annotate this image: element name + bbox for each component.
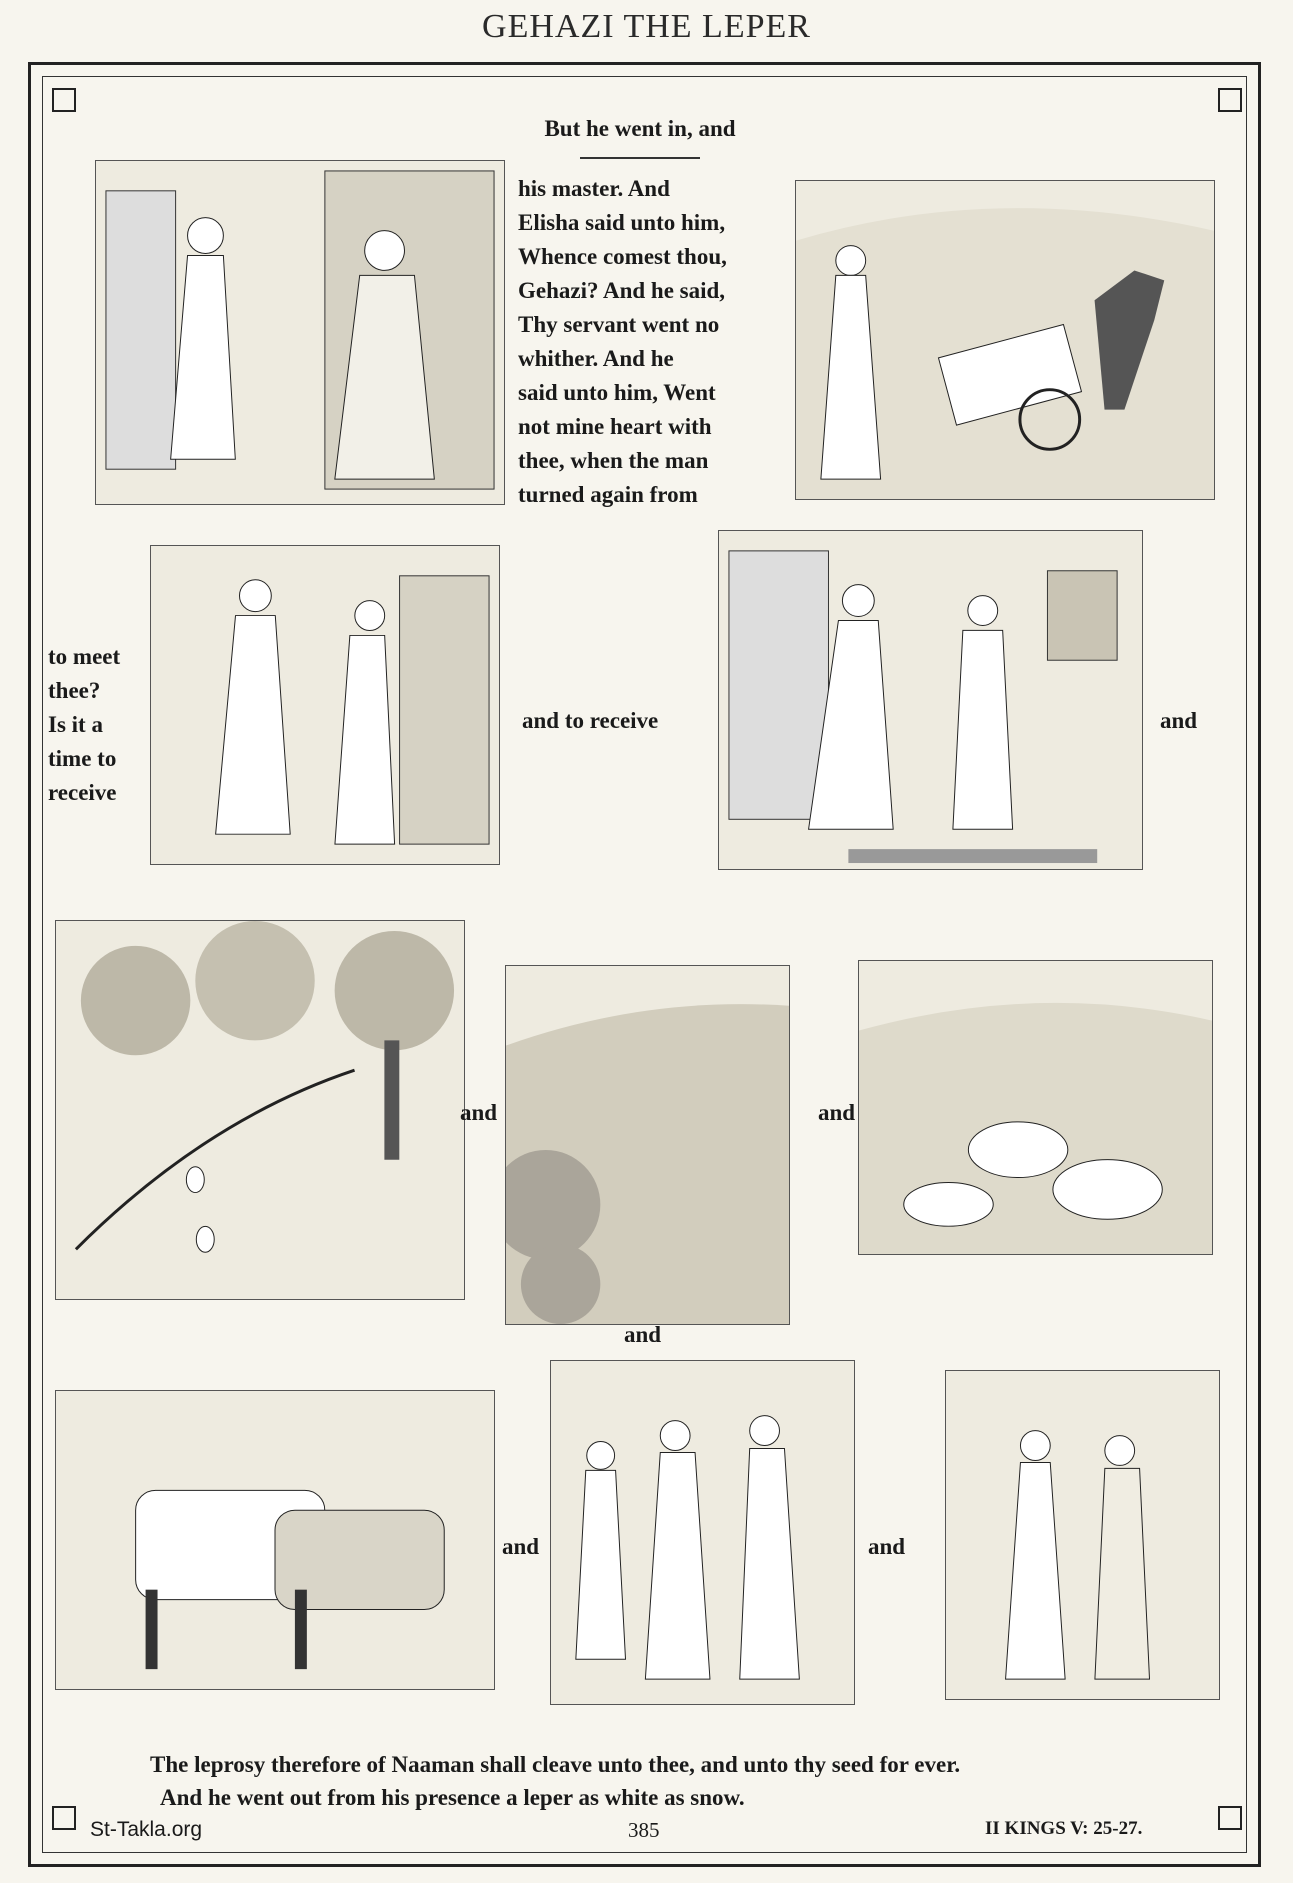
corner-ornament-top-left <box>52 88 76 112</box>
text-line: Elisha said unto him, <box>518 210 726 235</box>
text-line: turned again from <box>518 482 698 507</box>
page-number: 385 <box>628 1818 660 1842</box>
text-line: not mine heart with <box>518 414 712 439</box>
text-and: and <box>1160 708 1198 733</box>
text-line: thee? <box>48 678 101 703</box>
text-left-column <box>48 640 158 810</box>
text-line: Thy servant went no <box>518 312 720 337</box>
text-and: and <box>502 1534 540 1559</box>
scripture-reference: II KINGS V: 25-27. <box>985 1818 1143 1839</box>
illustration-elisha-and-gehazi <box>95 160 505 505</box>
text-line: whither. And he <box>518 346 674 371</box>
text-and-to-receive: and to receive <box>522 708 659 733</box>
text-line: Gehazi? And he said, <box>518 278 726 303</box>
corner-ornament-top-right <box>1218 88 1242 112</box>
text-and: and <box>460 1100 498 1125</box>
illustration-menservants <box>550 1360 855 1705</box>
text-top-heading: But he went in, and <box>544 116 736 141</box>
text-and: and <box>868 1534 906 1559</box>
text-line: his master. And <box>518 176 670 201</box>
caption-line-2: And he went out from his presence a leper as white as snow. <box>160 1785 745 1810</box>
text-line: Is it a <box>48 712 103 737</box>
text-top-column <box>518 172 788 512</box>
caption-line-1: The leprosy therefore of Naaman shall cleave unto thee, and unto thy seed for ever. <box>150 1752 961 1777</box>
text-line: receive <box>48 780 117 805</box>
text-line: Whence comest thou, <box>518 244 727 269</box>
corner-ornament-bottom-left <box>52 1806 76 1830</box>
divider <box>580 157 700 159</box>
text-line: thee, when the man <box>518 448 709 473</box>
illustration-olive-grove <box>55 920 465 1300</box>
text-and: and <box>624 1322 662 1347</box>
illustration-maidservants <box>945 1370 1220 1700</box>
text-line: time to <box>48 746 117 771</box>
illustration-chariot <box>795 180 1215 500</box>
text-line: said unto him, Went <box>518 380 716 405</box>
watermark: St-Takla.org <box>90 1818 203 1841</box>
illustration-gehazi-receives-money <box>150 545 500 865</box>
illustration-vineyard <box>505 965 790 1325</box>
page-title: GEHAZI THE LEPER <box>482 8 811 45</box>
illustration-sheep <box>858 960 1213 1255</box>
text-line: to meet <box>48 644 121 669</box>
illustration-oxen <box>55 1390 495 1690</box>
text-and: and <box>818 1100 856 1125</box>
corner-ornament-bottom-right <box>1218 1806 1242 1830</box>
illustration-garments <box>718 530 1143 870</box>
